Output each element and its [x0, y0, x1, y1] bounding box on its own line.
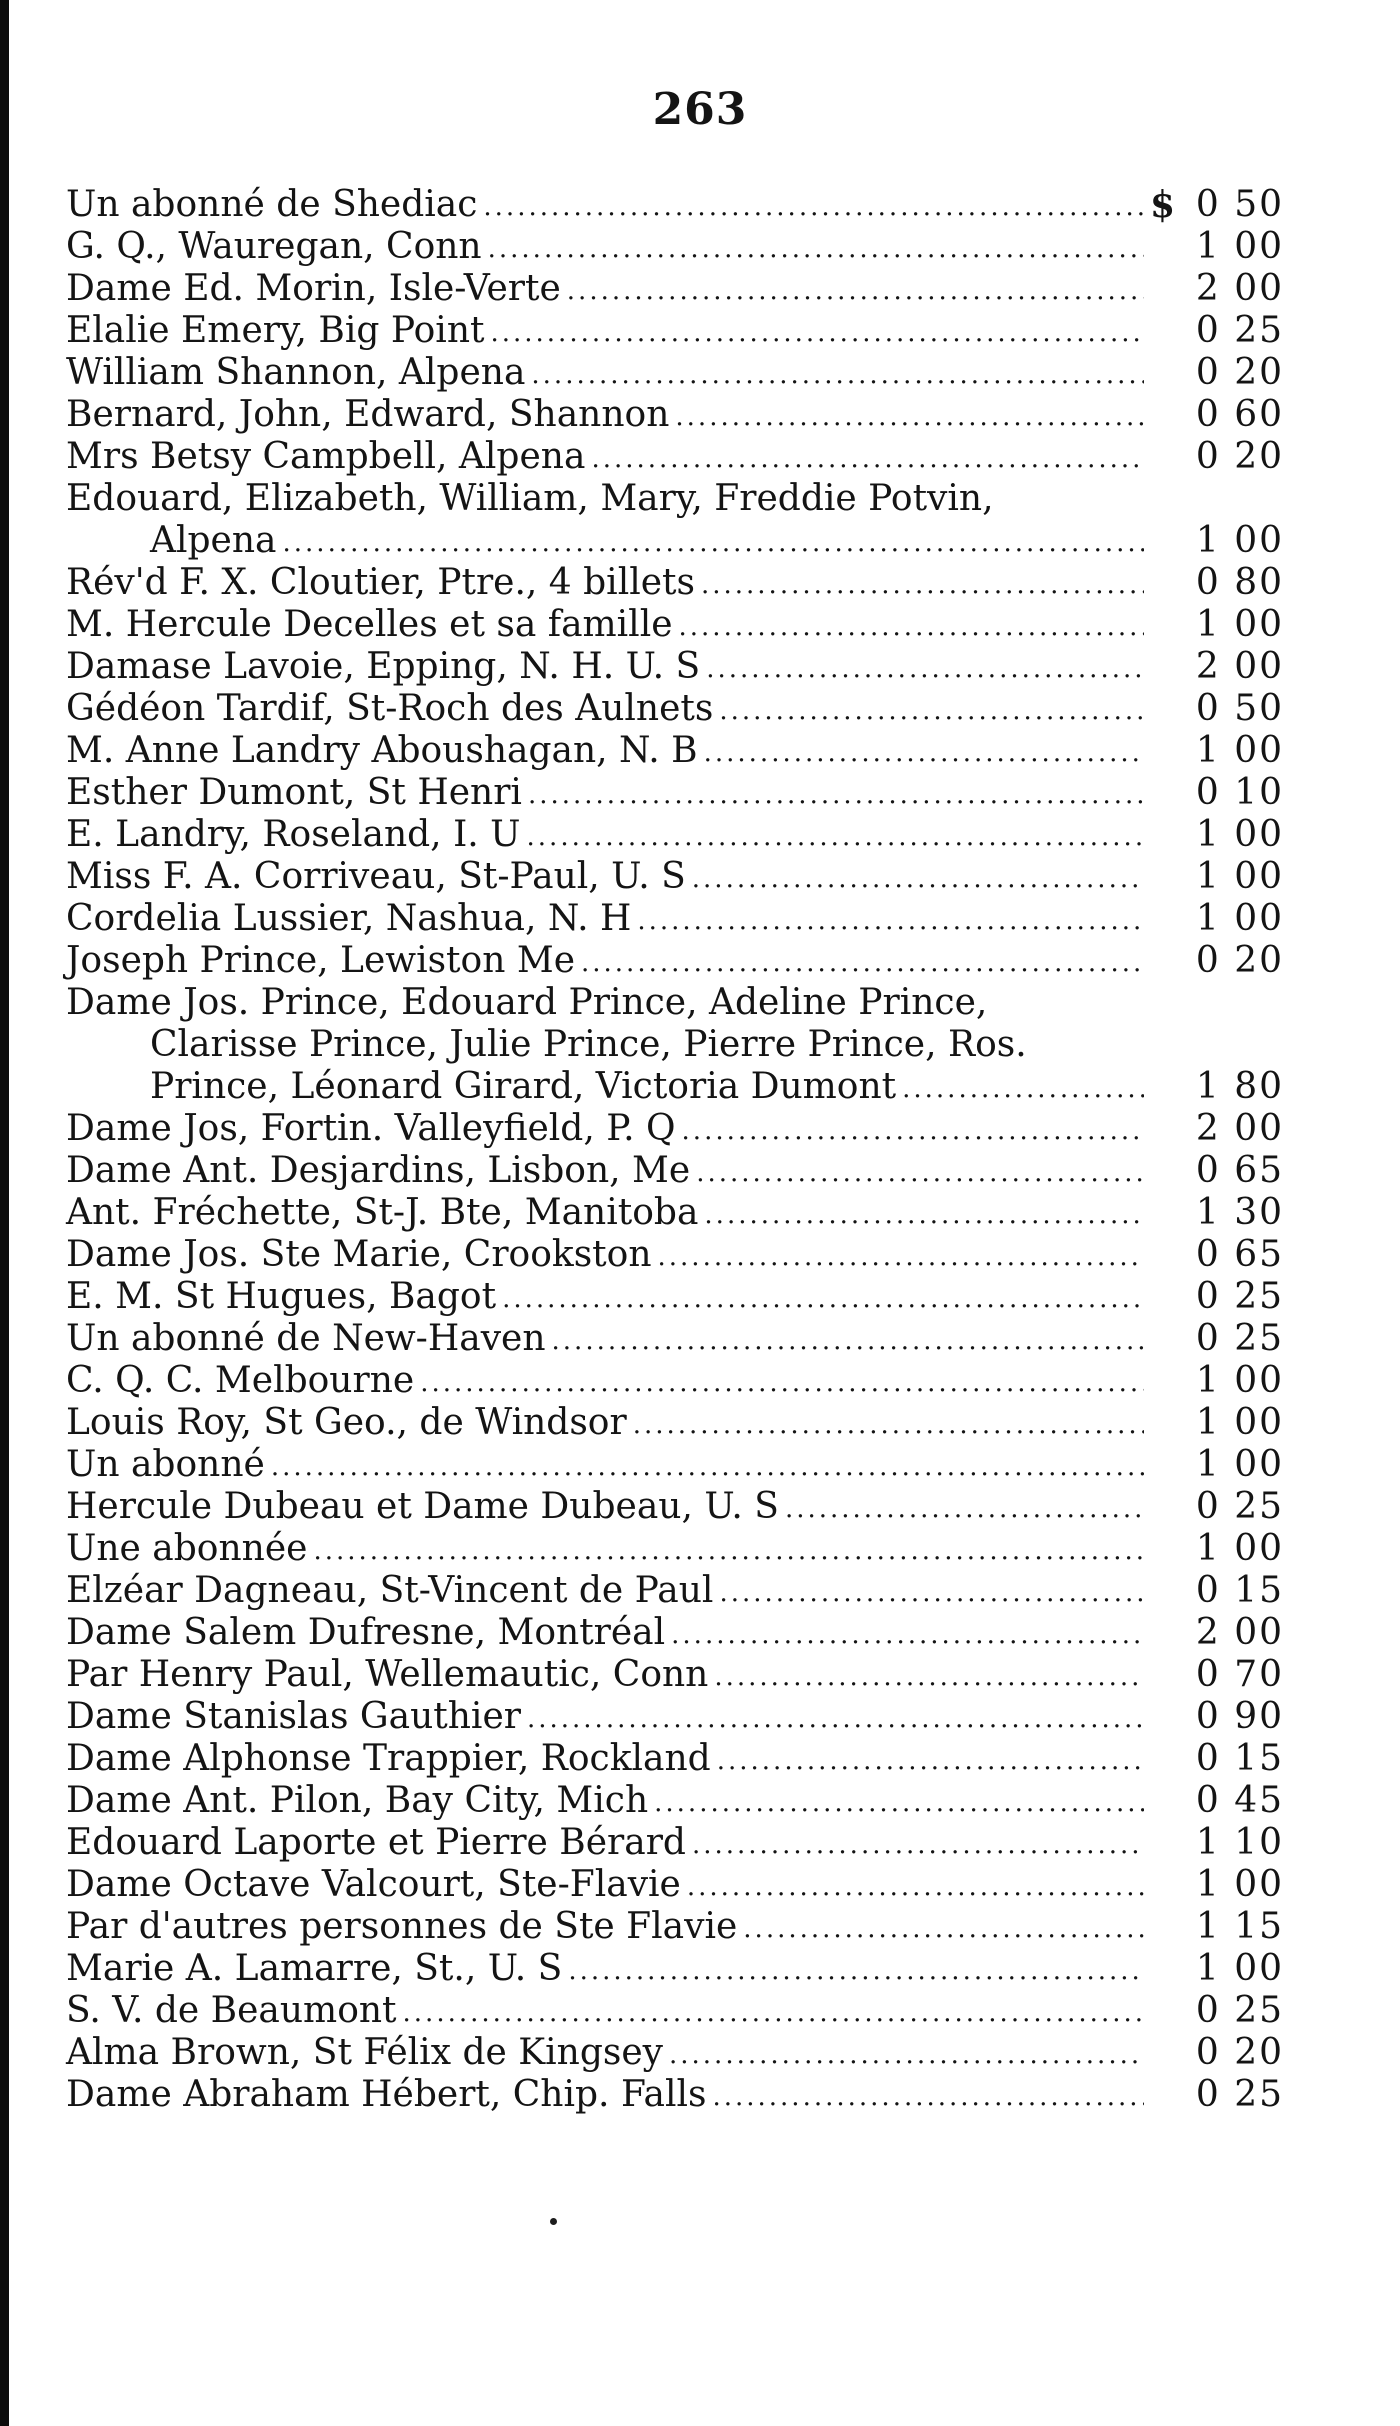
donation-amount: 1 00: [1195, 1948, 1284, 1989]
ledger-entry: [66, 1528, 1284, 1570]
ledger-entry: [66, 352, 1284, 394]
donor-name: Dame Octave Valcourt, Ste-Flavie: [66, 1864, 681, 1905]
donor-name: Mrs Betsy Campbell, Alpena: [66, 436, 586, 477]
ledger-entry: [66, 1486, 1284, 1528]
donor-name: Bernard, John, Edward, Shannon: [66, 394, 670, 435]
donor-name: Dame Ant. Desjardins, Lisbon, Me: [66, 1150, 691, 1191]
donor-name: Alpena: [150, 520, 277, 561]
ledger-entry: [66, 646, 1284, 688]
ledger-entry: [66, 226, 1284, 268]
ledger-entry: [66, 940, 1284, 982]
ledger-entry: [66, 1276, 1284, 1318]
donor-name: Dame Salem Dufresne, Montréal: [66, 1612, 666, 1653]
donor-name: Marie A. Lamarre, St., U. S: [66, 1948, 563, 1989]
ledger-entry-continuation: [66, 1024, 1284, 1066]
donor-name: Prince, Léonard Girard, Victoria Dumont: [150, 1066, 897, 1107]
ledger-entry: [66, 562, 1284, 604]
ledger-entry: [66, 1444, 1284, 1486]
donation-amount: 1 10: [1195, 1822, 1284, 1863]
donation-amount: 0 10: [1195, 772, 1284, 813]
donor-name: Dame Jos. Ste Marie, Crookston: [66, 1234, 652, 1275]
donation-amount: 1 00: [1195, 226, 1284, 267]
donor-name: Alma Brown, St Félix de Kingsey: [66, 2032, 663, 2073]
donation-amount: 0 20: [1195, 352, 1284, 393]
dot-leader: [271, 1448, 1144, 1486]
donation-amount: 2 00: [1195, 1108, 1284, 1149]
donation-amount: 0 25: [1195, 1990, 1284, 2031]
donation-amount: 2 00: [1195, 646, 1284, 687]
donation-amount: 0 25: [1195, 2074, 1284, 2115]
donation-amount: 0 25: [1195, 1318, 1284, 1359]
dot-leader: [743, 1910, 1144, 1948]
donor-name: S. V. de Beaumont: [66, 1990, 397, 2031]
ledger-entry: [66, 1150, 1284, 1192]
donor-name: Louis Roy, St Geo., de Windsor: [66, 1402, 627, 1443]
donor-name: Une abonnée: [66, 1528, 308, 1569]
dot-leader: [403, 1994, 1144, 2032]
donor-name: Miss F. A. Corriveau, St-Paul, U. S: [66, 856, 686, 897]
ledger-entry-continuation: [66, 520, 1284, 562]
stray-ink-dot: [550, 2218, 557, 2225]
donation-amount: 2 00: [1195, 268, 1284, 309]
dot-leader: [552, 1322, 1144, 1360]
dot-leader: [671, 1616, 1144, 1654]
donation-amount: 1 00: [1195, 730, 1284, 771]
dot-leader: [717, 1742, 1144, 1780]
donation-amount: 0 25: [1195, 310, 1284, 351]
donation-amount: 0 25: [1195, 1276, 1284, 1317]
donation-amount: 0 20: [1195, 940, 1284, 981]
ledger-entry: [66, 898, 1284, 940]
ledger-entry: [66, 1402, 1284, 1444]
dot-leader: [714, 1658, 1144, 1696]
ledger-entry: [66, 1360, 1284, 1402]
donor-name: Dame Jos, Fortin. Valleyfield, P. Q: [66, 1108, 676, 1149]
dot-leader: [527, 818, 1144, 856]
dot-leader: [420, 1364, 1144, 1402]
donation-amount: 0 45: [1195, 1780, 1284, 1821]
donor-name: G. Q., Wauregan, Conn: [66, 226, 482, 267]
dot-leader: [654, 1784, 1144, 1822]
ledger-entry: [66, 772, 1284, 814]
donation-amount: 0 20: [1195, 436, 1284, 477]
ledger-entry: [66, 1990, 1284, 2032]
dot-leader: [682, 1112, 1144, 1150]
ledger-entry: [66, 688, 1284, 730]
ledger-entry: [66, 1948, 1284, 1990]
donation-amount: 0 25: [1195, 1486, 1284, 1527]
dot-leader: [706, 650, 1144, 688]
ledger-entry: [66, 856, 1284, 898]
ledger-entry: [66, 1738, 1284, 1780]
donation-amount: 0 90: [1195, 1696, 1284, 1737]
dot-leader: [704, 734, 1144, 772]
donor-name: Elalie Emery, Big Point: [66, 310, 485, 351]
dot-leader: [692, 860, 1144, 898]
dot-leader: [669, 2036, 1144, 2074]
donor-name: C. Q. C. Melbourne: [66, 1360, 415, 1401]
ledger-entry: [66, 1612, 1284, 1654]
ledger-entry: [66, 730, 1284, 772]
ledger-entry: [66, 814, 1284, 856]
donor-name: Esther Dumont, St Henri: [66, 772, 522, 813]
donation-amount: 1 00: [1195, 520, 1284, 561]
dot-leader: [568, 1952, 1144, 1990]
ledger-entry: [66, 1234, 1284, 1276]
ledger-entry: [66, 982, 1284, 1024]
donor-name: M. Anne Landry Aboushagan, N. B: [66, 730, 698, 771]
dot-leader: [696, 1154, 1144, 1192]
donation-amount: 1 00: [1195, 1402, 1284, 1443]
donor-name: Dame Alphonse Trappier, Rockland: [66, 1738, 711, 1779]
page-number: 263: [652, 84, 748, 135]
donation-amount: 1 00: [1195, 814, 1284, 855]
ledger-entry: [66, 1696, 1284, 1738]
dot-leader: [528, 776, 1144, 814]
ledger-entry: [66, 184, 1284, 226]
donor-name: William Shannon, Alpena: [66, 352, 526, 393]
dot-leader: [658, 1238, 1144, 1276]
dot-leader: [633, 1406, 1144, 1444]
donor-name: Clarisse Prince, Julie Prince, Pierre Prince, Ros.: [150, 1024, 1027, 1065]
dot-leader: [567, 272, 1144, 310]
ledger-entry: [66, 394, 1284, 436]
ledger-entry: [66, 1906, 1284, 1948]
ledger-entry: [66, 436, 1284, 478]
dot-leader: [701, 566, 1144, 604]
donor-name: Ant. Fréchette, St-J. Bte, Manitoba: [66, 1192, 699, 1233]
dot-leader: [692, 1826, 1144, 1864]
dot-leader: [483, 188, 1144, 226]
donor-name: Par d'autres personnes de Ste Flavie: [66, 1906, 738, 1947]
dot-leader: [719, 692, 1144, 730]
ledger-entry: [66, 310, 1284, 352]
donor-name: E. M. St Hugues, Bagot: [66, 1276, 497, 1317]
dot-leader: [490, 314, 1144, 352]
dot-leader: [502, 1280, 1144, 1318]
donor-name: Damase Lavoie, Epping, N. H. U. S: [66, 646, 701, 687]
donor-name: Un abonné de Shediac: [66, 184, 478, 225]
donor-name: Edouard Laporte et Pierre Bérard: [66, 1822, 686, 1863]
dot-leader: [687, 1868, 1144, 1906]
dot-leader: [675, 398, 1144, 436]
donor-name: Joseph Prince, Lewiston Me: [66, 940, 575, 981]
donation-amount: 1 00: [1195, 1444, 1284, 1485]
ledger-entry: [66, 268, 1284, 310]
donation-amount: 0 65: [1195, 1150, 1284, 1191]
dot-leader: [283, 524, 1144, 562]
ledger-entry-continuation: [66, 1066, 1284, 1108]
ledger-entry: [66, 1654, 1284, 1696]
dot-leader: [531, 356, 1144, 394]
donation-amount: 0 60: [1195, 394, 1284, 435]
ledger-entry: [66, 604, 1284, 646]
dot-leader: [527, 1700, 1144, 1738]
donor-name: Dame Stanislas Gauthier: [66, 1696, 521, 1737]
ledger-entry: [66, 478, 1284, 520]
donor-name: Hercule Dubeau et Dame Dubeau, U. S: [66, 1486, 779, 1527]
donation-amount: 0 65: [1195, 1234, 1284, 1275]
donation-amount: 2 00: [1195, 1612, 1284, 1653]
dot-leader: [704, 1196, 1144, 1234]
donor-name: Edouard, Elizabeth, William, Mary, Freddie Potvin,: [66, 478, 994, 519]
donation-amount: 0 15: [1195, 1570, 1284, 1611]
donor-name: Un abonné de New-Haven: [66, 1318, 546, 1359]
ledger-entry: [66, 2032, 1284, 2074]
page-margin-rule: [0, 0, 9, 2426]
donation-amount: 1 30: [1195, 1192, 1284, 1233]
ledger-entry: [66, 1864, 1284, 1906]
donation-amount: 1 00: [1195, 1864, 1284, 1905]
donation-amount: 0 50: [1195, 688, 1284, 729]
ledger-entry: [66, 1108, 1284, 1150]
donation-amount: 0 15: [1195, 1738, 1284, 1779]
donation-amount: 0 50: [1195, 184, 1284, 225]
donation-amount: 1 00: [1195, 604, 1284, 645]
donation-amount: 1 00: [1195, 1528, 1284, 1569]
donation-amount: 1 15: [1195, 1906, 1284, 1947]
donor-name: Dame Ant. Pilon, Bay City, Mich: [66, 1780, 649, 1821]
donor-name: Rév'd F. X. Cloutier, Ptre., 4 billets: [66, 562, 695, 603]
donor-name: Dame Jos. Prince, Edouard Prince, Adeline Prince,: [66, 982, 988, 1023]
donation-amount: 1 00: [1195, 856, 1284, 897]
ledger-entry: [66, 1318, 1284, 1360]
donor-name: Cordelia Lussier, Nashua, N. H: [66, 898, 632, 939]
dot-leader: [719, 1574, 1144, 1612]
dot-leader: [313, 1532, 1144, 1570]
donor-name: M. Hercule Decelles et sa famille: [66, 604, 673, 645]
donation-amount: 1 00: [1195, 898, 1284, 939]
donor-name: E. Landry, Roseland, I. U: [66, 814, 521, 855]
donor-name: Dame Ed. Morin, Isle-Verte: [66, 268, 561, 309]
donation-amount: 1 80: [1195, 1066, 1284, 1107]
donor-name: Par Henry Paul, Wellemautic, Conn: [66, 1654, 709, 1695]
dot-leader: [591, 440, 1144, 478]
dot-leader: [637, 902, 1144, 940]
ledger-entry: [66, 1570, 1284, 1612]
donation-ledger: [66, 184, 1284, 2116]
donor-name: Dame Abraham Hébert, Chip. Falls: [66, 2074, 707, 2115]
donation-amount: 0 70: [1195, 1654, 1284, 1695]
dot-leader: [679, 608, 1144, 646]
donor-name: Elzéar Dagneau, St-Vincent de Paul: [66, 1570, 714, 1611]
dot-leader: [785, 1490, 1144, 1528]
donation-amount: 0 80: [1195, 562, 1284, 603]
ledger-entry: [66, 1822, 1284, 1864]
dot-leader: [488, 230, 1144, 268]
dot-leader: [712, 2078, 1144, 2116]
dot-leader: [902, 1070, 1144, 1108]
donor-name: Gédéon Tardif, St-Roch des Aulnets: [66, 688, 714, 729]
donation-amount: 0 20: [1195, 2032, 1284, 2073]
ledger-entry: [66, 1192, 1284, 1234]
currency-symbol: $: [1150, 184, 1176, 226]
ledger-entry: [66, 2074, 1284, 2116]
donation-amount: 1 00: [1195, 1360, 1284, 1401]
dot-leader: [581, 944, 1144, 982]
ledger-entry: [66, 1780, 1284, 1822]
donor-name: Un abonné: [66, 1444, 265, 1485]
